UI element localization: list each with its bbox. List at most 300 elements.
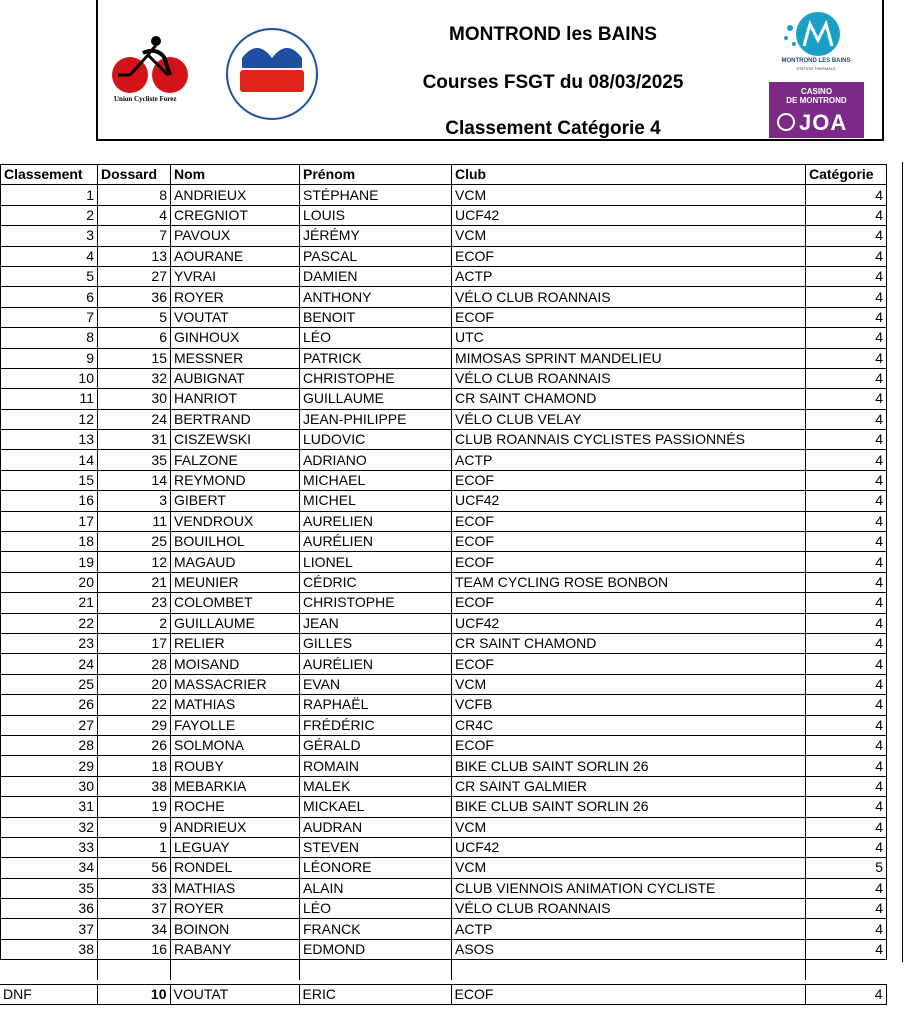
table-row: [1, 532, 887, 552]
table-row: [1, 430, 887, 450]
cell-classement: 27: [1, 715, 98, 735]
cell-prenom: JEAN: [300, 613, 452, 633]
cell-categorie: 4: [806, 368, 887, 388]
cell-categorie: 4: [806, 389, 887, 409]
cell-prenom: EVAN: [300, 674, 452, 694]
title-line-1: MONTROND les BAINS: [449, 24, 657, 45]
cell-classement: 32: [1, 817, 98, 837]
cell-classement: 6: [1, 287, 98, 307]
header-nom: Nom: [171, 165, 300, 185]
cell-nom: YVRAI: [171, 266, 300, 286]
cell-nom: MOISAND: [171, 654, 300, 674]
cell-club: UCF42: [452, 491, 806, 511]
cell-categorie: 4: [806, 776, 887, 796]
header-club: Club: [452, 165, 806, 185]
cell-dossard: 14: [98, 470, 171, 490]
montrond-logo-text: MONTROND LES BAINS: [781, 58, 851, 64]
cell-classement: 19: [1, 552, 98, 572]
table-row: [1, 776, 887, 796]
cell-club: ECOF: [452, 246, 806, 266]
table-row: [1, 633, 887, 653]
cell-dossard: 23: [98, 593, 171, 613]
cell-prenom: RAPHAËL: [300, 695, 452, 715]
cell-categorie: 4: [806, 246, 887, 266]
cell-categorie: 4: [806, 633, 887, 653]
cell-club: VÉLO CLUB ROANNAIS: [452, 899, 806, 919]
cell-classement: 5: [1, 266, 98, 286]
table-row: [1, 348, 887, 368]
cell-prenom: STÉPHANE: [300, 185, 452, 205]
cell-dossard: 25: [98, 532, 171, 552]
table-row: [1, 185, 887, 205]
cell-dossard: 30: [98, 389, 171, 409]
cell-categorie: 4: [806, 491, 887, 511]
cell-dossard: 24: [98, 409, 171, 429]
cell-nom: LEGUAY: [171, 837, 300, 857]
cell-nom: VENDROUX: [171, 511, 300, 531]
cell-prenom: AURELIEN: [300, 511, 452, 531]
cell-club: ECOF: [452, 511, 806, 531]
cell-dossard: 15: [98, 348, 171, 368]
cell-classement: 2: [1, 205, 98, 225]
cell-club: TEAM CYCLING ROSE BONBON: [452, 572, 806, 592]
cell-nom: ROUBY: [171, 756, 300, 776]
table-row: [1, 674, 887, 694]
cell-classement: 23: [1, 633, 98, 653]
cell-prenom: CHRISTOPHE: [300, 368, 452, 388]
cell-classement: 24: [1, 654, 98, 674]
cell-categorie: 4: [806, 511, 887, 531]
cell-club: BIKE CLUB SAINT SORLIN 26: [452, 756, 806, 776]
cell-nom: BOUILHOL: [171, 532, 300, 552]
cell-prenom: JÉRÉMY: [300, 226, 452, 246]
cell-classement: 12: [1, 409, 98, 429]
results-body: [1, 185, 887, 980]
cell-club: UTC: [452, 328, 806, 348]
cell-club: ECOF: [452, 470, 806, 490]
cell-dossard: 6: [98, 328, 171, 348]
cell-prenom: ADRIANO: [300, 450, 452, 470]
cell-nom: VOUTAT: [171, 307, 300, 327]
cell-nom: FALZONE: [171, 450, 300, 470]
dnf-nom: VOUTAT: [170, 985, 299, 1005]
dnf-table: [0, 984, 887, 1005]
table-row: [1, 837, 887, 857]
cell-dossard: 19: [98, 797, 171, 817]
dnf-categorie: 4: [805, 985, 886, 1005]
empty-cell: [98, 960, 171, 980]
cell-club: ECOF: [452, 532, 806, 552]
cell-categorie: 4: [806, 409, 887, 429]
cell-prenom: PASCAL: [300, 246, 452, 266]
cell-classement: 36: [1, 899, 98, 919]
cell-categorie: 4: [806, 287, 887, 307]
cell-nom: AUBIGNAT: [171, 368, 300, 388]
cell-dossard: 3: [98, 491, 171, 511]
cell-prenom: GILLES: [300, 633, 452, 653]
cell-club: UCF42: [452, 613, 806, 633]
cell-classement: 16: [1, 491, 98, 511]
cell-nom: RELIER: [171, 633, 300, 653]
cell-nom: ANDRIEUX: [171, 185, 300, 205]
table-row: [1, 817, 887, 837]
cell-dossard: 5: [98, 307, 171, 327]
cell-club: MIMOSAS SPRINT MANDELIEU: [452, 348, 806, 368]
dnf-club: ECOF: [451, 985, 805, 1005]
cell-club: VÉLO CLUB ROANNAIS: [452, 287, 806, 307]
cell-classement: 13: [1, 430, 98, 450]
table-row: [1, 205, 887, 225]
cell-club: VÉLO CLUB ROANNAIS: [452, 368, 806, 388]
table-row: [1, 654, 887, 674]
empty-cell: [452, 960, 806, 980]
cell-categorie: 5: [806, 858, 887, 878]
cell-prenom: GÉRALD: [300, 735, 452, 755]
cell-nom: CREGNIOT: [171, 205, 300, 225]
cell-categorie: 4: [806, 572, 887, 592]
casino-joa-logo: [769, 82, 864, 138]
cell-dossard: 22: [98, 695, 171, 715]
cell-dossard: 56: [98, 858, 171, 878]
cell-classement: 21: [1, 593, 98, 613]
cell-prenom: LOUIS: [300, 205, 452, 225]
joa-logo-casino: [769, 87, 864, 105]
cell-dossard: 13: [98, 246, 171, 266]
cell-categorie: 4: [806, 328, 887, 348]
cell-prenom: FRÉDÉRIC: [300, 715, 452, 735]
cell-classement: 7: [1, 307, 98, 327]
montrond-logo-sub: STATION THERMALE: [796, 66, 836, 71]
cell-classement: 9: [1, 348, 98, 368]
cell-nom: FAYOLLE: [171, 715, 300, 735]
cell-nom: RONDEL: [171, 858, 300, 878]
cell-prenom: CHRISTOPHE: [300, 593, 452, 613]
cell-nom: COLOMBET: [171, 593, 300, 613]
cell-prenom: ALAIN: [300, 878, 452, 898]
cell-dossard: 35: [98, 450, 171, 470]
cell-prenom: MICHAEL: [300, 470, 452, 490]
cell-dossard: 2: [98, 613, 171, 633]
cell-classement: 34: [1, 858, 98, 878]
table-row: [1, 858, 887, 878]
cell-dossard: 38: [98, 776, 171, 796]
page-right-border: [902, 162, 904, 962]
cell-prenom: STEVEN: [300, 837, 452, 857]
cell-club: VÉLO CLUB VELAY: [452, 409, 806, 429]
joa-logo-brand: JOA: [799, 110, 848, 135]
cell-club: ASOS: [452, 939, 806, 959]
montrond-logo: [776, 6, 856, 76]
cell-nom: CISZEWSKI: [171, 430, 300, 450]
cell-club: VCM: [452, 858, 806, 878]
cell-club: VCM: [452, 674, 806, 694]
cell-categorie: 4: [806, 185, 887, 205]
table-row: [1, 450, 887, 470]
dnf-row: [0, 985, 886, 1005]
cell-dossard: 21: [98, 572, 171, 592]
cell-classement: 38: [1, 939, 98, 959]
cell-nom: AOURANE: [171, 246, 300, 266]
cell-prenom: DAMIEN: [300, 266, 452, 286]
cell-nom: MASSACRIER: [171, 674, 300, 694]
cell-nom: ANDRIEUX: [171, 817, 300, 837]
cell-club: VCM: [452, 817, 806, 837]
table-row: [1, 409, 887, 429]
cell-categorie: 4: [806, 837, 887, 857]
cell-club: ECOF: [452, 307, 806, 327]
cell-club: VCM: [452, 185, 806, 205]
spacer-row: [1, 960, 887, 980]
cell-categorie: 4: [806, 470, 887, 490]
cell-categorie: 4: [806, 226, 887, 246]
cell-classement: 18: [1, 532, 98, 552]
table-row: [1, 368, 887, 388]
cell-categorie: 4: [806, 939, 887, 959]
cell-classement: 20: [1, 572, 98, 592]
cell-categorie: 4: [806, 430, 887, 450]
cell-nom: MEBARKIA: [171, 776, 300, 796]
table-row: [1, 552, 887, 572]
cell-dossard: 18: [98, 756, 171, 776]
cell-club: BIKE CLUB SAINT SORLIN 26: [452, 797, 806, 817]
table-row: [1, 572, 887, 592]
cell-dossard: 11: [98, 511, 171, 531]
table-row: [1, 613, 887, 633]
cell-prenom: PATRICK: [300, 348, 452, 368]
cell-prenom: AURÉLIEN: [300, 654, 452, 674]
cell-classement: 33: [1, 837, 98, 857]
cell-classement: 14: [1, 450, 98, 470]
cell-nom: REYMOND: [171, 470, 300, 490]
cell-club: CR SAINT CHAMOND: [452, 633, 806, 653]
title-line-2: Courses FSGT du 08/03/2025: [422, 72, 684, 93]
cell-dossard: 27: [98, 266, 171, 286]
cell-nom: MESSNER: [171, 348, 300, 368]
cell-categorie: 4: [806, 817, 887, 837]
header-dossard: Dossard: [98, 165, 171, 185]
cell-prenom: ANTHONY: [300, 287, 452, 307]
cell-classement: 10: [1, 368, 98, 388]
cell-dossard: 26: [98, 735, 171, 755]
cell-classement: 1: [1, 185, 98, 205]
cell-prenom: ROMAIN: [300, 756, 452, 776]
cell-categorie: 4: [806, 348, 887, 368]
cell-nom: BOINON: [171, 919, 300, 939]
cell-categorie: 4: [806, 715, 887, 735]
table-row: [1, 389, 887, 409]
table-row: [1, 756, 887, 776]
cell-dossard: 34: [98, 919, 171, 939]
cell-dossard: 9: [98, 817, 171, 837]
table-row: [1, 226, 887, 246]
cell-classement: 26: [1, 695, 98, 715]
cell-classement: 4: [1, 246, 98, 266]
table-row: [1, 470, 887, 490]
table-row: [1, 593, 887, 613]
cell-categorie: 4: [806, 756, 887, 776]
table-row: [1, 715, 887, 735]
cell-club: UCF42: [452, 837, 806, 857]
cell-prenom: LUDOVIC: [300, 430, 452, 450]
table-row: [1, 266, 887, 286]
cell-club: ECOF: [452, 552, 806, 572]
table-row: [1, 899, 887, 919]
cell-nom: MEUNIER: [171, 572, 300, 592]
cell-dossard: 20: [98, 674, 171, 694]
cell-prenom: BENOIT: [300, 307, 452, 327]
cell-club: VCM: [452, 226, 806, 246]
cell-club: CR SAINT GALMIER: [452, 776, 806, 796]
table-row: [1, 735, 887, 755]
cell-categorie: 4: [806, 919, 887, 939]
cell-classement: 17: [1, 511, 98, 531]
cell-categorie: 4: [806, 266, 887, 286]
cell-prenom: GUILLAUME: [300, 389, 452, 409]
fsgt-emblem-icon: [222, 18, 322, 130]
cell-categorie: 4: [806, 878, 887, 898]
empty-cell: [806, 960, 887, 980]
cell-classement: 25: [1, 674, 98, 694]
cell-nom: PAVOUX: [171, 226, 300, 246]
cell-club: CLUB VIENNOIS ANIMATION CYCLISTE: [452, 878, 806, 898]
cell-club: ECOF: [452, 654, 806, 674]
table-row: [1, 919, 887, 939]
cell-dossard: 28: [98, 654, 171, 674]
cell-classement: 29: [1, 756, 98, 776]
empty-cell: [171, 960, 300, 980]
cell-dossard: 16: [98, 939, 171, 959]
cell-club: ECOF: [452, 593, 806, 613]
cell-prenom: LÉO: [300, 899, 452, 919]
cell-club: CR SAINT CHAMOND: [452, 389, 806, 409]
cell-classement: 35: [1, 878, 98, 898]
cell-dossard: 17: [98, 633, 171, 653]
cell-club: CLUB ROANNAIS CYCLISTES PASSIONNÉS: [452, 430, 806, 450]
empty-cell: [1, 960, 98, 980]
dnf-label: DNF: [0, 985, 97, 1005]
cell-prenom: AUDRAN: [300, 817, 452, 837]
cell-categorie: 4: [806, 695, 887, 715]
cell-prenom: JEAN-PHILIPPE: [300, 409, 452, 429]
table-row: [1, 695, 887, 715]
table-row: [1, 491, 887, 511]
header-categorie: Catégorie: [806, 165, 887, 185]
cell-prenom: MICHEL: [300, 491, 452, 511]
table-header-row: [1, 165, 887, 185]
fsgt-logo: [222, 18, 322, 130]
cell-nom: ROYER: [171, 287, 300, 307]
cell-club: VCFB: [452, 695, 806, 715]
cell-prenom: CÉDRIC: [300, 572, 452, 592]
cell-classement: 3: [1, 226, 98, 246]
cell-nom: SOLMONA: [171, 735, 300, 755]
cell-categorie: 4: [806, 674, 887, 694]
ucf-logo-text: Union Cycliste Forez: [114, 95, 177, 103]
cell-prenom: FRANCK: [300, 919, 452, 939]
cell-club: ACTP: [452, 919, 806, 939]
cell-prenom: AURÉLIEN: [300, 532, 452, 552]
cell-classement: 31: [1, 797, 98, 817]
cell-club: ECOF: [452, 735, 806, 755]
cell-nom: ROCHE: [171, 797, 300, 817]
cell-classement: 8: [1, 328, 98, 348]
table-row: [1, 246, 887, 266]
header-classement: Classement: [1, 165, 98, 185]
cell-nom: BERTRAND: [171, 409, 300, 429]
cell-club: CR4C: [452, 715, 806, 735]
joa-diamond-icon: [777, 113, 795, 131]
cell-categorie: 4: [806, 735, 887, 755]
cell-dossard: 32: [98, 368, 171, 388]
header-box: [96, 0, 884, 141]
cell-dossard: 36: [98, 287, 171, 307]
cell-nom: MATHIAS: [171, 695, 300, 715]
cell-nom: GIBERT: [171, 491, 300, 511]
cell-categorie: 4: [806, 307, 887, 327]
cell-prenom: LIONEL: [300, 552, 452, 572]
cell-prenom: LÉO: [300, 328, 452, 348]
cell-classement: 30: [1, 776, 98, 796]
cell-classement: 22: [1, 613, 98, 633]
cell-categorie: 4: [806, 552, 887, 572]
montrond-emblem-icon: [776, 6, 856, 58]
cell-categorie: 4: [806, 450, 887, 470]
cell-nom: GINHOUX: [171, 328, 300, 348]
cell-club: UCF42: [452, 205, 806, 225]
cell-nom: ROYER: [171, 899, 300, 919]
cell-dossard: 12: [98, 552, 171, 572]
cell-dossard: 33: [98, 878, 171, 898]
cell-categorie: 4: [806, 205, 887, 225]
table-row: [1, 287, 887, 307]
cell-nom: MAGAUD: [171, 552, 300, 572]
cell-prenom: MICKAEL: [300, 797, 452, 817]
cell-club: ACTP: [452, 266, 806, 286]
table-row: [1, 328, 887, 348]
bicycle-icon: [108, 35, 193, 97]
table-row: [1, 939, 887, 959]
header-prenom: Prénom: [300, 165, 452, 185]
cell-categorie: 4: [806, 797, 887, 817]
cell-dossard: 7: [98, 226, 171, 246]
table-row: [1, 878, 887, 898]
dnf-prenom: ERIC: [299, 985, 451, 1005]
table-row: [1, 307, 887, 327]
cell-prenom: LÉONORE: [300, 858, 452, 878]
cell-classement: 11: [1, 389, 98, 409]
cell-prenom: MALEK: [300, 776, 452, 796]
ucf-logo: [108, 35, 193, 110]
cell-categorie: 4: [806, 654, 887, 674]
cell-dossard: 8: [98, 185, 171, 205]
cell-classement: 15: [1, 470, 98, 490]
cell-nom: HANRIOT: [171, 389, 300, 409]
cell-categorie: 4: [806, 532, 887, 552]
cell-dossard: 31: [98, 430, 171, 450]
empty-cell: [300, 960, 452, 980]
table-row: [1, 797, 887, 817]
cell-club: ACTP: [452, 450, 806, 470]
cell-nom: RABANY: [171, 939, 300, 959]
cell-categorie: 4: [806, 593, 887, 613]
dnf-dossard: 10: [97, 985, 170, 1005]
cell-dossard: 29: [98, 715, 171, 735]
cell-nom: GUILLAUME: [171, 613, 300, 633]
cell-prenom: EDMOND: [300, 939, 452, 959]
title-line-3: Classement Catégorie 4: [445, 118, 661, 139]
cell-categorie: 4: [806, 899, 887, 919]
joa-line-1: CASINO: [800, 87, 833, 96]
